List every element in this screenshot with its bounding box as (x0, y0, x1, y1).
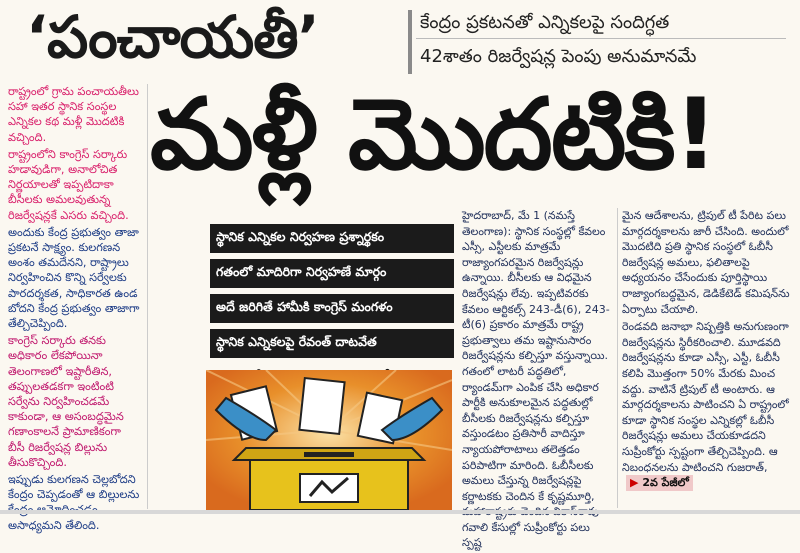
deck-rule (416, 38, 786, 39)
left-paragraph: అందుకు కేంద్ర ప్రభుత్వం తాజా ప్రకటనే సాక్ష్యం. కులగణన అంశం తమదేనని, రాష్ట్రాలు నిర్వహించిన కొన్ని సర్వేలకు పారదర్శకత, సాధికారత ఉండ బోదని కేంద్ర ప్రభుత్వం తాజాగా తేల్చిచెప్పింది. (8, 225, 140, 331)
left-paragraph: రాష్ట్రంలో గ్రామ పంచాయతీలు సహా ఇతర స్థానిక సంస్థల ఎన్నికల కథ మళ్లీ మొదటికి వచ్చింది. (8, 85, 139, 144)
ballot-box-illustration (206, 370, 452, 510)
body-paragraph: హైదరాబాద్, మే 1 (నమస్తే తెలంగాణ): స్థానిక సంస్థల్లో కేవలం ఎస్సీ, ఎస్టీలకు మాత్రమే రాజ్యాంగపరమైన రిజర్వేషన్లు ఉన్నాయి. బీసీలకు ఆ విధమైన రిజర్వేషన్లు లేవు. ఇప్పటివరకు కేవలం ఆర్టికల్స్ 243-డీ(6), 243-టీ(6) ప్రకారం మాత్రమే రాష్ట్ర ప్రభుత్వాలు తమ ఇష్టానుసారం రిజర్వేషన్లను కల్పిస్తూ వస్తున్నాయి. గతంలో లాటరీ పద్ధతిలో, ర్యాండమ్‌గా ఎంపిక చేసి అధికార పార్టీకి అనుకూలమైన పద్ధతుల్లో బీసీలకు రిజర్వేషన్లను కల్పిస్తూ వస్తుండటం ప్రతిసారీ వాదిస్తూ న్యాయపోరాటాలు తలెత్తడం పరిపాటిగా మారింది. ఓబీసీలకు అమలు చేస్తున్న రిజర్వేషన్లపై కర్ణాటకకు చెందిన కే కృష్ణమూర్తి, గవాలి కేసుల్లో సుప్రీంకోర్టు పలు స్పష్ట (462, 209, 610, 550)
left-paragraph: కాంగ్రెస్ సర్కారు తనకు అధికారం లేకపోయినా తెలంగాణలో ఇష్టారీతిన, తప్పులతడకగా ఇంటింటి సర్వేను నిర్వహించడమే కాకుండా, ఆ అసంబద్ధమైన గణాంకాలనే ప్రామాణికంగా బీసీ రిజర్వేషన్ల బిల్లును తీసుకొచ్చింది. (8, 334, 124, 469)
jump-link[interactable] (626, 475, 693, 491)
kicker-title: ‘పంచాయతీ’ (26, 3, 319, 71)
highlight-box: స్థానిక ఎన్నికలపై రేవంత్ దాటవేత (210, 329, 454, 358)
body-text: రెండవది జనాభా నిష్పత్తికి అనుగుణంగా రిజర్వేషన్లను స్థిరీకరించాలి. మూడవది రిజర్వేషన్లను కూడా ఎస్సీ, ఎస్టీ, ఓబీసీ కలిపి మొత్తంగా 50% మేరకు మించ వద్దు. వాటినే ట్రిపుల్ టీ అంటారు. ఆ మార్గదర్శకాలను పాటించని ఏ రాష్ట్రంలో కూడా స్థానిక సంస్థల ఎన్నికల్లో ఓబీసీ రిజర్వేషన్లు అమలు చేయకూడదని సుప్రీంకోర్టు స్పష్టంగా తేల్చిచెప్పింది. ఆ నిబంధనలను పాటించని గుజరాత్, (622, 320, 789, 474)
deck-line-2: 42శాతం రిజర్వేషన్ల పెంపు అనుమానమే (420, 46, 697, 67)
jump-label: 2వ పేజీలో (642, 476, 689, 490)
highlight-box: గతంలో మాదిరిగా నిర్వహణే మార్గం (210, 259, 454, 288)
left-paragraph: రాష్ట్రంలోని కాంగ్రెస్ సర్కారు హడావుడిగా, అనాలోచిత నిర్ణయాలతో ఇప్పటిదాకా బీసీలకు అమలవుతున్న రిజర్వేషన్లకే ఎసరు వచ్చింది. (8, 147, 129, 222)
left-paragraph: ఇప్పుడు కులగణన చెల్లబోదని కేంద్రం చెప్పడంతో ఆ బిల్లులను అసాధ్యమని తేలింది. (8, 473, 140, 532)
column-rule (147, 84, 148, 509)
highlight-box: అదే జరిగితే హామీకి కాంగ్రెస్ మంగళం (210, 294, 454, 323)
arrow-right-icon: ▶ (630, 476, 639, 490)
body-column-2 (462, 208, 612, 553)
ballot-paper (299, 378, 344, 434)
bottom-rule (0, 510, 800, 514)
deck-line-1: కేంద్రం ప్రకటనతో ఎన్నికలపై సందిగ్ధత (420, 12, 670, 33)
left-column (8, 84, 140, 535)
highlight-box: స్థానిక ఎన్నికల నిర్వహణ ప్రశ్నార్థకం (210, 224, 454, 253)
ballot-slot (304, 452, 354, 457)
body-paragraph: మైన ఆదేశాలను, ట్రిపుల్ టీ పేరిట పలు మార్గదర్శకాలను జారీ చేసింది. అందులో మొదటిది ప్రతి స్థానిక సంస్థలో ఓబీసీ రిజర్వేషన్ల అమలు, ఫలితాలపై అధ్యయనం చేసేందుకు పూర్తిస్థాయి రాజ్యాంగబద్ధమైన, డెడికేటెడ్ కమిషన్‌ను ఏర్పాటు చేయాలి. (622, 209, 790, 316)
deck-divider (408, 10, 412, 74)
body-column-3 (622, 208, 794, 493)
headline: మళ్లీ మొదటికి! (150, 78, 717, 192)
column-separator (617, 208, 618, 508)
highlight-boxes (210, 224, 454, 391)
body-paragraph (622, 319, 794, 491)
